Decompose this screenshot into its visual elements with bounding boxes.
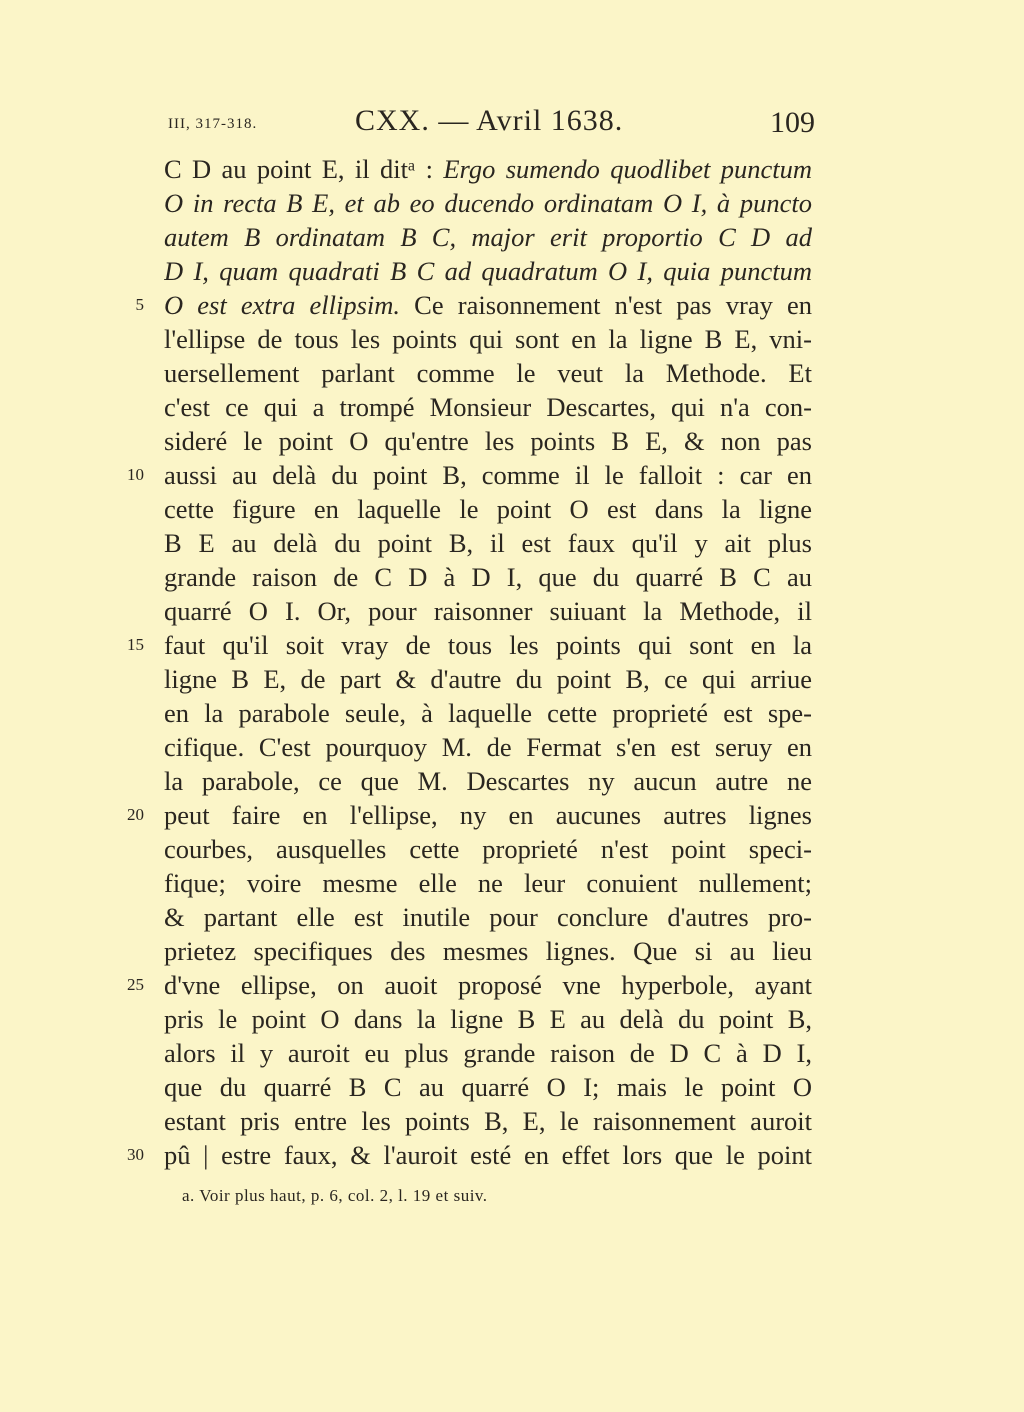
text-line <box>0 288 1024 322</box>
line-text <box>164 288 812 322</box>
roman-segment: uersellement parlant comme le veut la Methode. Et <box>164 358 812 388</box>
text-line <box>0 764 1024 798</box>
text-line <box>0 390 1024 424</box>
line-text <box>164 560 812 594</box>
roman-segment: pû | estre faux, & l'auroit esté en effet lors que le point <box>164 1140 812 1170</box>
latin-quotation-segment: O est extra ellipsim. <box>164 290 401 320</box>
line-text <box>164 492 812 526</box>
text-line <box>0 492 1024 526</box>
text-line <box>0 560 1024 594</box>
line-text <box>164 832 812 866</box>
text-line <box>0 1036 1024 1070</box>
line-text <box>164 900 812 934</box>
line-text <box>164 594 812 628</box>
text-line <box>0 254 1024 288</box>
text-line <box>0 900 1024 934</box>
text-line <box>0 594 1024 628</box>
roman-segment: sideré le point O qu'entre les points B E, & non pas <box>164 426 812 456</box>
text-line <box>0 934 1024 968</box>
roman-segment: ligne B E, de part & d'autre du point B, ce qui arriue <box>164 664 812 694</box>
text-line <box>0 1070 1024 1104</box>
roman-segment: cette figure en laquelle le point O est dans la ligne <box>164 494 812 524</box>
text-line <box>0 356 1024 390</box>
line-text <box>164 1104 812 1138</box>
roman-segment: quarré O I. Or, pour raisonner suiuant la Methode, il <box>164 596 812 626</box>
text-line <box>0 730 1024 764</box>
volume-reference: III, 317-318. <box>168 116 258 132</box>
text-line <box>0 186 1024 220</box>
line-text <box>164 764 812 798</box>
line-number: 15 <box>127 635 144 654</box>
text-line <box>0 424 1024 458</box>
line-text <box>164 628 812 662</box>
line-text <box>164 1036 812 1070</box>
roman-segment: c'est ce qui a trompé Monsieur Descartes, qui n'a con- <box>164 392 812 422</box>
text-line <box>0 832 1024 866</box>
text-line <box>0 1138 1024 1172</box>
text-line <box>0 968 1024 1002</box>
text-line <box>0 866 1024 900</box>
line-text <box>164 458 812 492</box>
roman-segment: & partant elle est inutile pour conclure d'autres pro- <box>164 902 812 932</box>
roman-segment: faut qu'il soit vray de tous les points qui sont en la <box>164 630 812 660</box>
roman-segment: B E au delà du point B, il est faux qu'il y ait plus <box>164 528 812 558</box>
roman-segment: cifique. C'est pourquoy M. de Fermat s'en est seruy en <box>164 732 812 762</box>
latin-quotation-segment: Ergo sumendo quodlibet punctum <box>443 154 812 184</box>
line-text <box>164 1138 812 1172</box>
text-line <box>0 152 1024 186</box>
line-number: 20 <box>127 805 144 824</box>
line-text <box>164 798 812 832</box>
text-line <box>0 322 1024 356</box>
line-text <box>164 220 812 254</box>
text-line <box>0 1104 1024 1138</box>
line-text <box>164 526 812 560</box>
roman-segment: prietez specifiques des mesmes lignes. Que si au lieu <box>164 936 812 966</box>
letter-heading: CXX. — Avril 1638. <box>355 104 624 137</box>
line-text <box>164 152 812 186</box>
roman-segment: la parabole, ce que M. Descartes ny aucun autre ne <box>164 766 812 796</box>
running-head <box>0 104 1024 144</box>
text-line <box>0 458 1024 492</box>
line-text <box>164 186 812 220</box>
roman-segment: estant pris entre les points B, E, le raisonnement auroit <box>164 1106 812 1136</box>
line-text <box>164 1002 812 1036</box>
line-text <box>164 322 812 356</box>
latin-quotation-segment: autem B ordinatam B C, major erit proportio C D ad <box>164 222 812 252</box>
roman-segment: alors il y auroit eu plus grande raison de D C à D I, <box>164 1038 812 1068</box>
footnote: a. Voir plus haut, p. 6, col. 2, l. 19 et suiv. <box>182 1186 488 1205</box>
text-line <box>0 1002 1024 1036</box>
latin-quotation-segment: D I, quam quadrati B C ad quadratum O I, quia punctum <box>164 256 812 286</box>
line-text <box>164 254 812 288</box>
line-text <box>164 866 812 900</box>
page-number: 109 <box>770 106 815 139</box>
roman-segment: pris le point O dans la ligne B E au delà du point B, <box>164 1004 812 1034</box>
line-text <box>164 730 812 764</box>
roman-segment: que du quarré B C au quarré O I; mais le point O <box>164 1072 812 1102</box>
text-line <box>0 220 1024 254</box>
roman-segment: en la parabole seule, à laquelle cette proprieté est spe- <box>164 698 812 728</box>
text-line <box>0 662 1024 696</box>
line-text <box>164 968 812 1002</box>
roman-segment: courbes, ausquelles cette proprieté n'est point speci- <box>164 834 812 864</box>
text-line <box>0 798 1024 832</box>
roman-segment: aussi au delà du point B, comme il le falloit : car en <box>164 460 812 490</box>
roman-segment: fique; voire mesme elle ne leur conuient nullement; <box>164 868 812 898</box>
roman-segment: grande raison de C D à D I, que du quarré B C au <box>164 562 812 592</box>
text-line <box>0 696 1024 730</box>
line-number: 10 <box>127 465 144 484</box>
line-text <box>164 1070 812 1104</box>
latin-quotation-segment: O in recta B E, et ab eo ducendo ordinatam O I, à puncto <box>164 188 812 218</box>
line-number: 5 <box>135 295 144 314</box>
line-number: 25 <box>127 975 144 994</box>
line-text <box>164 934 812 968</box>
line-text <box>164 662 812 696</box>
roman-segment: d'vne ellipse, on auoit proposé vne hyperbole, ayant <box>164 970 812 1000</box>
line-number: 30 <box>127 1145 144 1164</box>
roman-segment: peut faire en l'ellipse, ny en aucunes autres lignes <box>164 800 812 830</box>
text-line <box>0 526 1024 560</box>
line-text <box>164 356 812 390</box>
line-text <box>164 424 812 458</box>
roman-segment: Ce raisonnement n'est pas vray en <box>400 290 812 320</box>
line-text <box>164 390 812 424</box>
text-line <box>0 628 1024 662</box>
roman-segment: l'ellipse de tous les points qui sont en la ligne B E, vni- <box>164 324 812 354</box>
body-text <box>0 152 1024 1172</box>
line-text <box>164 696 812 730</box>
roman-segment: C D au point E, il ditᵃ : <box>164 154 444 184</box>
